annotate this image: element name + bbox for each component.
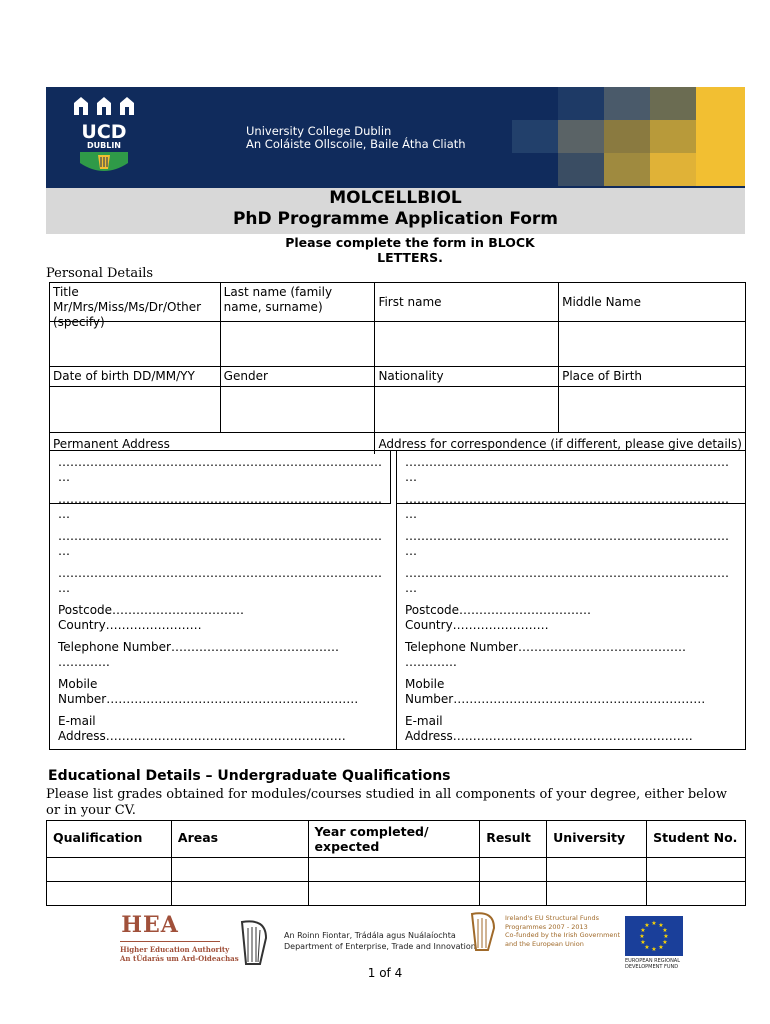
place-of-birth-header	[559, 367, 746, 387]
banner-tile	[650, 120, 696, 153]
dotted-line: ………………………………………………………………………	[58, 529, 382, 543]
svg-text:★: ★	[644, 944, 650, 951]
dotted-tail: …	[58, 581, 70, 595]
university-name-english: University College Dublin	[246, 124, 392, 138]
svg-text:★: ★	[639, 933, 645, 940]
qualification-cell[interactable]	[47, 882, 172, 906]
svg-text:★: ★	[658, 944, 664, 951]
mobile-field[interactable]: Number………………………………………………………	[58, 692, 359, 706]
dotted-line: ………………………………………………………………………	[58, 455, 382, 469]
middle-name-header	[559, 283, 746, 322]
banner-tile	[558, 153, 604, 186]
university-name-irish: An Coláiste Ollscoile, Baile Átha Cliath	[246, 137, 466, 151]
education-instructions: Please list grades obtained for modules/courses studied in all components of your degree, either below or in your CV.	[46, 787, 727, 818]
last-name-field[interactable]	[220, 322, 375, 367]
university-cell[interactable]	[547, 858, 647, 882]
correspondence-address-header-text: Address for correspondence (if different, please give details)	[378, 437, 742, 451]
year-column-text: Year completed/ expected	[314, 824, 429, 854]
logo-dublin-text: DUBLIN	[86, 141, 122, 150]
telephone-field[interactable]: Telephone Number……………………………………	[405, 640, 686, 654]
svg-text:★: ★	[640, 939, 646, 946]
dotted-tail: …	[58, 470, 70, 484]
svg-text:★: ★	[662, 939, 668, 946]
email-label: E-mail	[405, 714, 443, 728]
gender-header	[220, 367, 375, 387]
banner-tile	[604, 87, 650, 120]
permanent-address-line-3[interactable]	[58, 529, 388, 566]
gender-header-text: Gender	[223, 369, 268, 383]
dotted-line: ………………………………………………………………………	[405, 492, 729, 506]
nationality-field[interactable]	[375, 387, 559, 433]
svg-text:★: ★	[662, 927, 668, 934]
education-table	[46, 820, 746, 906]
year-cell[interactable]	[308, 882, 480, 906]
banner-tile	[650, 87, 696, 120]
permanent-telephone[interactable]	[58, 640, 388, 677]
last-name-header	[220, 283, 375, 322]
svg-text:★: ★	[651, 946, 657, 953]
ucd-banner	[46, 87, 745, 188]
department-logo	[284, 930, 476, 952]
qualification-column-text: Qualification	[53, 830, 143, 845]
programme-code: MOLCELLBIOL	[329, 188, 462, 208]
permanent-address-box[interactable]	[50, 451, 396, 744]
department-name-irish: An Roinn Fiontar, Trádála agus Nuálaíochta	[284, 931, 456, 940]
dotted-line: ………………………………………………………………………	[405, 566, 729, 580]
permanent-email[interactable]	[58, 714, 388, 744]
country-field[interactable]: Country……………………	[405, 618, 549, 632]
permanent-mobile[interactable]	[58, 677, 388, 714]
title-header	[50, 283, 221, 329]
form-title	[46, 188, 745, 234]
dotted-tail: …	[58, 507, 70, 521]
areas-cell[interactable]	[171, 882, 308, 906]
mobile-field[interactable]: Number………………………………………………………	[405, 692, 706, 706]
dotted-line: ………………………………………………………………………	[405, 529, 729, 543]
banner-tile	[558, 87, 604, 120]
dotted-tail: …	[405, 507, 417, 521]
banner-tile	[696, 87, 745, 120]
nationality-header-text: Nationality	[378, 369, 444, 383]
erdf-line-2: DEVELOPMENT FUND	[625, 964, 679, 970]
result-cell[interactable]	[480, 858, 547, 882]
year-column-header	[308, 821, 480, 858]
telephone-tail: ………….	[58, 655, 110, 669]
areas-cell[interactable]	[171, 858, 308, 882]
harp-emblem-icon	[236, 918, 272, 968]
hea-name-irish: An tÚdarás um Ard-Oideachas	[120, 954, 239, 963]
student-no-cell[interactable]	[647, 882, 746, 906]
correspondence-address-line-3[interactable]	[405, 529, 735, 566]
table-row	[47, 858, 746, 882]
form-name: PhD Programme Application Form	[232, 209, 559, 229]
eu-flag-icon	[625, 916, 683, 956]
place-of-birth-field[interactable]	[559, 387, 746, 433]
correspondence-address-line-4[interactable]	[405, 566, 735, 603]
dotted-line: ………………………………………………………………………	[405, 455, 729, 469]
middle-name-header-text: Middle Name	[562, 294, 641, 309]
university-cell[interactable]	[547, 882, 647, 906]
svg-text:★: ★	[651, 920, 657, 927]
postcode-field[interactable]: Postcode……………………………	[405, 603, 592, 617]
dotted-line: ………………………………………………………………………	[58, 566, 382, 580]
email-field[interactable]: Address……………………………………………………	[405, 729, 693, 743]
permanent-address-line-4[interactable]	[58, 566, 388, 603]
banner-tile	[512, 120, 558, 153]
personal-details-table	[49, 282, 746, 454]
form-instructions	[260, 235, 560, 265]
telephone-field[interactable]: Telephone Number……………………………………	[58, 640, 339, 654]
erdf-line-1: EUROPEAN REGIONAL	[625, 958, 681, 964]
personal-details-label: Personal Details	[46, 266, 154, 281]
country-field[interactable]: Country……………………	[58, 618, 202, 632]
eu-funds-line-1: Ireland's EU Structural Funds	[505, 914, 600, 922]
university-column-header	[547, 821, 647, 858]
table-row	[47, 882, 746, 906]
last-name-header-text: Last name (family name, surname)	[223, 285, 333, 314]
instructions-line-2: LETTERS.	[377, 250, 443, 265]
middle-name-field[interactable]	[559, 322, 746, 367]
banner-tile	[696, 120, 745, 153]
student-no-cell[interactable]	[647, 858, 746, 882]
ucd-logo	[68, 97, 140, 177]
hea-logo	[120, 912, 240, 963]
student-no-column-header	[647, 821, 746, 858]
nationality-header	[375, 367, 559, 387]
areas-column-text: Areas	[177, 830, 219, 845]
hea-name-english: Higher Education Authority	[120, 945, 230, 954]
eu-funds-line-2: Programmes 2007 - 2013	[505, 922, 588, 931]
result-cell[interactable]	[480, 882, 547, 906]
first-name-header-text: First name	[378, 294, 442, 309]
first-name-field[interactable]	[375, 322, 559, 367]
student-no-column-text: Student No.	[653, 830, 738, 845]
correspondence-postcode-country[interactable]	[405, 603, 735, 640]
dotted-tail: …	[58, 544, 70, 558]
dob-field[interactable]	[50, 387, 221, 433]
mobile-label: Mobile	[405, 677, 445, 691]
dob-header	[50, 367, 221, 387]
page-number: 1 of 4	[367, 966, 403, 980]
correspondence-mobile[interactable]	[405, 677, 735, 714]
year-cell[interactable]	[308, 858, 480, 882]
eu-funds-text	[505, 914, 620, 948]
result-column-text: Result	[486, 830, 531, 845]
mobile-label: Mobile	[58, 677, 98, 691]
department-name-english: Department of Enterprise, Trade and Innovation	[284, 942, 476, 951]
correspondence-address-box[interactable]	[397, 451, 743, 744]
correspondence-telephone[interactable]	[405, 640, 735, 677]
telephone-tail: ………….	[405, 655, 457, 669]
banner-tile	[696, 153, 745, 186]
dob-header-text: Date of birth DD/MM/YY	[53, 369, 195, 383]
qualification-column-header	[47, 821, 172, 858]
logo-ucd-text: UCD	[81, 121, 127, 143]
university-column-text: University	[553, 830, 626, 845]
education-heading: Educational Details – Undergraduate Qualifications	[48, 768, 451, 784]
svg-text:★: ★	[663, 933, 669, 940]
banner-tile	[604, 153, 650, 186]
svg-text:★: ★	[640, 927, 646, 934]
email-field[interactable]: Address……………………………………………………	[58, 729, 346, 743]
dotted-tail: …	[405, 470, 417, 484]
address-section	[49, 450, 746, 750]
instructions-line-1: Please complete the form in BLOCK	[285, 235, 535, 250]
result-column-header	[480, 821, 547, 858]
dotted-line: ………………………………………………………………………	[58, 492, 382, 506]
eu-funds-harp-icon	[468, 910, 498, 955]
gender-field[interactable]	[220, 387, 375, 433]
dotted-tail: …	[405, 544, 417, 558]
svg-text:★: ★	[658, 922, 664, 929]
svg-text:★: ★	[644, 922, 650, 929]
banner-tile	[604, 120, 650, 153]
email-label: E-mail	[58, 714, 96, 728]
first-name-header	[375, 283, 559, 322]
permanent-address-header-text: Permanent Address	[53, 437, 170, 451]
postcode-field[interactable]: Postcode……………………………	[58, 603, 245, 617]
banner-tile	[558, 120, 604, 153]
areas-column-header	[171, 821, 308, 858]
eu-funds-line-4: and the European Union	[505, 939, 584, 948]
banner-tile	[650, 153, 696, 186]
qualification-cell[interactable]	[47, 858, 172, 882]
hea-logo-text: HEA	[121, 912, 179, 938]
eu-funds-line-3: Co-funded by the Irish Government	[505, 931, 621, 939]
title-header-text: Title Mr/Mrs/Miss/Ms/Dr/Other (specify)	[53, 285, 202, 329]
dotted-tail: …	[405, 581, 417, 595]
place-of-birth-header-text: Place of Birth	[562, 369, 643, 383]
permanent-postcode-country[interactable]	[58, 603, 388, 640]
correspondence-email[interactable]	[405, 714, 735, 744]
